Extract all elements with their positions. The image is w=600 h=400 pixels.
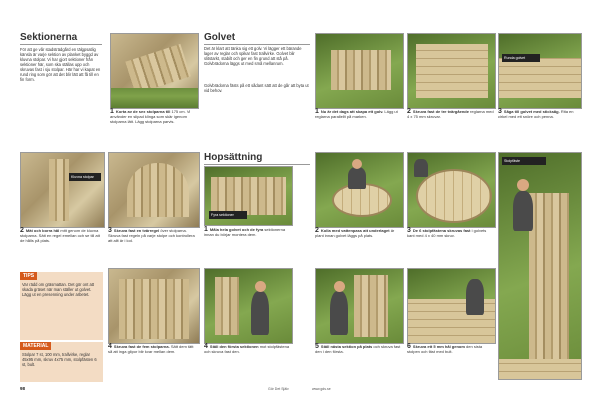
photo-four-sections [204,166,293,226]
caption-h1: 1 Måla hela golvet och de fyra sektionerna innan du börjar montera dem. [204,226,286,237]
page-number-left: 98 [20,386,26,391]
caption-s1: 1 Korta av de sex stolparna till 175 cm. Vi använder en slipad klinga som skär igenom stolparna lätt. Lägg stolparna parvis. [110,108,191,124]
section-title-sektionerna: Sektionerna [20,32,102,45]
caption-h3: 3 De 6 stolpfästena skruvas fast i golvets kant med 4 x 40 mm skruv. [407,227,487,238]
photo-first-section [204,268,293,344]
photo-label-stolpfaste: Stolpfäste [502,157,546,165]
photo-label-sections: Fyra sektioner [209,211,247,219]
caption-g2: 2 Skruva fast de tre tvärgående reglarna med 4 x 75 mm skruvar. [407,108,494,119]
photo-split-posts [20,152,105,228]
caption-s3: 3 Skruva fast en tvärregel över stolparna. Skruva fast regeln på varje stolpe och kontrollera att allt är i lod. [108,227,195,243]
caption-number: 1 [110,108,114,115]
photo-bench-cut [110,33,199,109]
photo-drill-bolt [407,268,496,344]
caption-h5: 5 Ställ nästa sektion på plats och skruva fast den i den första. [315,343,401,354]
caption-g1: 1 Nu är det dags att skapa ett golv. Lägg ut reglarna parallellt på marken. [315,108,398,119]
caption-s2: 2 Mät och borra hål mitt genom de kluvna stolparna. Sätt en regel emellan och se till att de hålls på plats. [20,227,100,243]
photo-golv-1 [315,33,404,109]
photo-label-split: Kluvna stolpar [69,173,101,181]
photo-section-frame [108,152,200,228]
sektionerna-intro: För att ge vår stadsträdgård en tälgpsatlig känsla är varje sektion av planket byggd av kluvna stolpar. Vi har gjort sektioner från sektioner här, som ska ställas upp och skruvas fast i sju stolpar. Här har vi kapat en rund ring som gör att det blir lätt att få till en fin form. [20,47,101,82]
photo-next-section [315,268,404,344]
material-body: Stolpar 7 st, 100 mm, trallvirke, reglar 45x95 mm, skruv 4x75 mm, stolpfästen 6 st, bult. [22,352,97,367]
photo-golv-2 [407,33,496,109]
photo-cut-posts [108,268,200,344]
caption-h2: 2 Kolla med vattenpass att underlaget är plant innan golvet läggs på plats. [315,227,395,238]
photo-label-round: Runda golvet [502,54,540,62]
photo-level [315,152,404,228]
caption-h6: 6 Skruva ett 5 mm hål genom den sista stolpen och fäst med bult. [407,343,483,354]
material-heading: MATERIAL [20,342,51,350]
photo-golv-3 [498,33,582,109]
footer-website: www.gds.se [312,387,331,391]
caption-g3: 3 Såga till golvet med sticksåg. Rita en cirkel med ett snöre och penna. [498,108,574,119]
footer-magazine-name: Gör Det Själv [268,387,289,391]
section-title-hopsattning: Hopsättning [204,152,310,165]
golvet-intro-2: Golvbrädorna fästs på ett sådant sätt att de går att byta ut vid behov. [204,83,309,93]
tip-body: Var rädd om gräsmattan. Det gör ont att skada gräset när man ställer ut golvet. Lägg ut en presenning under arbetet. [22,282,95,297]
caption-h4: 4 Ställ den första sektionen mot stolpfästena och skruva fast den. [204,343,290,354]
caption-s4: 4 Skruva fast de fem stolparna. Sätt dem tätt så att inga glipor blir kvar mellan dem. [108,343,194,354]
section-title-golvet: Golvet [204,32,310,45]
golvet-intro: Det är klart att tänka sig ett golv. Vi lägger ett bärande lager av reglar och spikar fast trallvirke. Golvet blir slitstarkt, stabilt och ger en fin grund att stå på. Golvbrädorna läggs ut med små mellanrum. [204,46,302,66]
tip-heading: TIPS [20,272,37,280]
photo-finished-wall [498,152,582,380]
photo-brackets [407,152,496,228]
